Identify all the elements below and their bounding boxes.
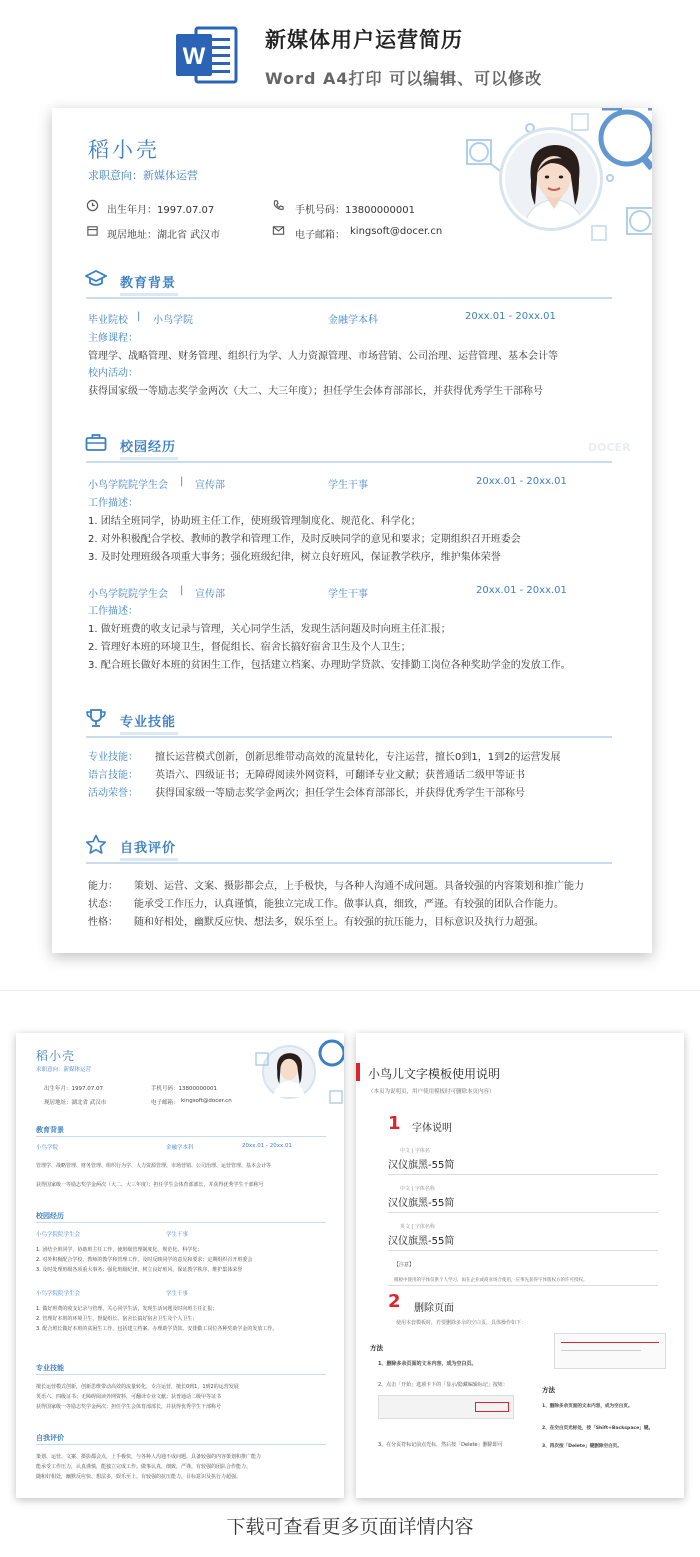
guide-s1-title: 字体说明: [412, 1123, 452, 1134]
thumb-address: 现居地址：湖北省 武汉市: [44, 1100, 107, 1106]
thumb-major: 金融学本科: [166, 1145, 194, 1151]
star-icon: [85, 834, 107, 855]
section-accent: [120, 858, 178, 861]
thumb-divider: [36, 1136, 326, 1137]
list-item: 2. 对外积极配合学校、教师的教学和管理工作，及时反映同学的意见和要求；定期组织召开班委会: [88, 534, 521, 545]
skill-label: 专业技能：: [88, 752, 138, 763]
skill-text: 获得国家级一等励志奖学金两次；担任学生会体育部部长，并获得优秀学生干部称号: [155, 788, 525, 799]
thumb-birth: 出生年月：1997.07.07: [44, 1086, 103, 1092]
method2-step: 3、再次按「Delete」键删除空白页。: [542, 1444, 622, 1449]
method-step: 2、点击「开始」选项卡下的「显示/隐藏编辑标记」按钮：: [378, 1382, 508, 1388]
graduation-cap-icon: [85, 270, 107, 288]
thumb-role: 学生干事: [166, 1232, 189, 1238]
thumb-org: 小鸟学院院学生会: [36, 1232, 81, 1238]
thumb-skill: 擅长运营模式创新，创新思维带动高效的流量转化，专注运营，擅长0到1，1到2的运营发展: [36, 1384, 239, 1390]
font-label: 英文 | 字体名称: [400, 1224, 435, 1230]
section-accent: [120, 732, 178, 735]
briefcase-icon: [85, 433, 107, 452]
self-label: 状态：: [88, 899, 118, 910]
desc-label: 工作描述：: [88, 606, 138, 617]
section-number: 1: [388, 1113, 401, 1134]
guide-title: 小鸟儿文字模板使用说明: [368, 1067, 501, 1081]
method-label: 方法: [370, 1344, 383, 1352]
word-icon: [174, 22, 240, 88]
skill-text: 英语六、四级证书；无障碍阅读外网资料，可翻译专业文献；获普通话二级甲等证书: [155, 770, 525, 781]
phone-icon: [272, 199, 285, 212]
self-label: 性格：: [88, 917, 118, 928]
avatar: [502, 130, 600, 228]
toolbar-screenshot: [378, 1395, 514, 1419]
thumb-self-title: 自我评价: [36, 1434, 64, 1442]
thumb-activities: 获得国家级一等励志奖学金两次（大二、大三年度）；担任学生会体育部部长，并获得优秀学生干部称号: [36, 1182, 264, 1188]
thumb-skill: 英语六、四级证书；无障碍阅读外网资料，可翻译专业文献；获普通话二级甲等证书: [36, 1394, 222, 1400]
method2-step: 1、删除多余页面的文本内容，成为空白页。: [542, 1404, 633, 1409]
highlight-box: [475, 1402, 509, 1412]
campus-org: 小鸟学院院学生会: [88, 589, 168, 600]
phone-number: 手机号码：13800000001: [295, 205, 415, 216]
thumb-skills-title: 专业技能: [36, 1364, 64, 1372]
method2-label: 方法: [542, 1386, 555, 1394]
thumb-edu-title: 教育背景: [36, 1126, 64, 1134]
thumb-item: 3. 配合班长做好本班的贫困生工作，包括建立档案、办理助学贷款、安排勤工岗位各种奖助学金的发放工作。: [36, 1326, 278, 1332]
email-label: 电子邮箱：: [295, 230, 345, 241]
courses-label: 主修课程：: [88, 333, 138, 344]
thumb-intent: 求职意向：新媒体运营: [36, 1067, 92, 1073]
thumb-item: 1. 团结全班同学，协助班主任工作，使班级管理制度化、规范化、科学化；: [36, 1247, 203, 1253]
list-item: 2. 管理好本班的环境卫生，督促组长、宿舍长搞好宿舍卫生及个人卫生；: [88, 642, 411, 653]
method-step: 1、删除多余页面的文本内容，成为空白页。: [378, 1361, 477, 1367]
guide-s2-desc: 使用本套模板时，若要删除多余的空白页，具体操作如下：: [396, 1320, 527, 1326]
thumb-decor-icon: [246, 1039, 344, 1119]
location-icon: [86, 224, 99, 237]
font-sample: 汉仪旗黑-55简: [388, 1198, 455, 1209]
note-label: 【注意】: [394, 1262, 415, 1268]
section-divider: [86, 736, 612, 738]
thumb-item: 2. 对外积极配合学校、教师的教学和管理工作，及时反映同学的意见和要求；定期组织召开班委会: [36, 1257, 253, 1263]
font-label: 中文 | 字体名: [400, 1148, 430, 1154]
thumb-school: 小鸟学院: [36, 1145, 59, 1151]
guide-s2-title: 删除页面: [414, 1303, 454, 1314]
thumb-campus-title: 校园经历: [36, 1212, 64, 1220]
example-page: [554, 1333, 666, 1369]
thumb-item: 1. 做好班费的收支记录与管理，关心同学生活，发现生活问题及时向班主任汇报；: [36, 1306, 218, 1312]
separator: |: [137, 311, 141, 322]
divider: [388, 1250, 658, 1251]
thumb-email-label: 电子邮箱：: [151, 1100, 179, 1106]
thumb-self: 能承受工作压力，认真谨慎，能独立完成工作。做事认真，细致，严谨。有较强的团队合作能力。: [36, 1464, 252, 1470]
separator: |: [180, 476, 184, 487]
education-title: 教育背景: [120, 276, 177, 291]
note-text: 模板中使用的字体仅供个人学习，如在企业或商业场合使用，应事先获得字体版权方的许可授权。: [394, 1278, 588, 1283]
separator: |: [180, 585, 184, 596]
campus-title: 校园经历: [120, 440, 177, 455]
campus-dept: 宣传部: [195, 589, 225, 600]
activities-label: 校内活动：: [88, 368, 138, 379]
clock-icon: [86, 199, 99, 212]
edu-period: 20xx.01 - 20xx.01: [465, 311, 556, 322]
section-divider: [86, 862, 612, 864]
method2-step: 2、在空白页光标处，按「Shift+Backspace」键。: [542, 1426, 654, 1431]
font-sample: 汉仪旗黑-55简: [388, 1160, 455, 1171]
section-divider: [86, 297, 612, 299]
divider: [388, 1212, 658, 1213]
campus-period: 20xx.01 - 20xx.01: [476, 585, 567, 596]
page-break-mark: [561, 1342, 659, 1343]
self-text: 能承受工作压力，认真谨慎，能独立完成工作。做事认真，细致，严谨。有较强的团队合作能力。: [134, 899, 564, 910]
section-accent: [120, 293, 178, 296]
thumb-divider: [36, 1222, 326, 1223]
line-mark: [561, 1350, 641, 1351]
thumb-email: kingsoft@docer.cn: [181, 1098, 232, 1104]
footer-text: 下载可查看更多页面详情内容: [226, 1516, 474, 1538]
word-letter: W: [182, 43, 206, 70]
skill-label: 活动荣誉：: [88, 788, 138, 799]
section-divider: [86, 461, 612, 463]
page-subtitle: Word A4打印 可以编辑、可以修改: [265, 69, 543, 88]
self-text: 策划、运营、文案、摄影都会点，上手极快，与各种人沟通不成问题。具备较强的内容策划和推广能力: [134, 881, 584, 892]
thumb-phone: 手机号码：13800000001: [151, 1086, 217, 1092]
thumb-self: 随和好相处，幽默反应快、想法多，娱乐至上。有较强的抗压能力，目标意识及执行力超强。: [36, 1474, 242, 1480]
school-label: 毕业院校: [88, 315, 128, 326]
list-item: 1. 做好班费的收支记录与管理，关心同学生活，发现生活问题及时向班主任汇报；: [88, 624, 451, 635]
page-title: 新媒体用户运营简历: [265, 28, 463, 52]
guide-subtitle: （本页为说明页，用户使用模板时可删除本页内容）: [368, 1089, 495, 1095]
font-label: 中文 | 字体名称: [400, 1186, 435, 1192]
resume-thumbnail[interactable]: [16, 1033, 344, 1498]
campus-role: 学生干事: [328, 480, 368, 491]
self-label: 能力：: [88, 881, 118, 892]
thumb-divider: [36, 1444, 326, 1445]
self-title: 自我评价: [120, 841, 177, 856]
watermark: DOCER: [588, 441, 631, 454]
school-name: 小鸟学院: [153, 315, 193, 326]
birth-date: 出生年月：1997.07.07: [107, 205, 215, 216]
thumb-courses: 管理学、战略管理、财务管理、组织行为学、人力资源管理、市场营销、公司治理、运营管理、基本会计等: [36, 1163, 272, 1169]
email[interactable]: kingsoft@docer.cn: [350, 226, 443, 237]
thumb-role: 学生干事: [166, 1291, 189, 1297]
activities: 获得国家级一等励志奖学金两次（大二、大三年度）；担任学生会体育部部长，并获得优秀学生干部称号: [88, 386, 543, 397]
method-step: 3、在分页符标记前点光标，然后按「Delete」删除即可: [378, 1442, 503, 1448]
trophy-icon: [85, 708, 107, 728]
mail-icon: [272, 224, 285, 237]
resume-name: 稻小壳: [88, 138, 160, 162]
font-sample: 汉仪旗黑-55简: [388, 1236, 455, 1247]
campus-org: 小鸟学院院学生会: [88, 480, 168, 491]
list-item: 3. 配合班长做好本班的贫困生工作，包括建立档案、办理助学贷款、安排勤工岗位各种奖助学金的发放工作。: [88, 660, 571, 671]
skill-label: 语言技能：: [88, 770, 138, 781]
self-text: 随和好相处，幽默反应快、想法多，娱乐至上。有较强的抗压能力，目标意识及执行力超强。: [134, 917, 544, 928]
thumb-divider: [36, 1374, 326, 1375]
list-item: 1. 团结全班同学，协助班主任工作，使班级管理制度化、规范化、科学化；: [88, 516, 421, 527]
campus-dept: 宣传部: [195, 480, 225, 491]
skills-title: 专业技能: [120, 715, 177, 730]
thumb-self: 策划、运营、文案、摄影都会点，上手极快，与各种人沟通不成问题。具备较强的内容策划和推广能力: [36, 1454, 262, 1460]
resume-page: [52, 108, 652, 953]
thumb-period: 20xx.01 - 20xx.01: [242, 1143, 292, 1149]
divider: [388, 1285, 658, 1286]
thumb-org: 小鸟学院院学生会: [36, 1291, 81, 1297]
thumb-item: 3. 及时处理班级各项重大事务；强化班级纪律，树立良好班风，保证教学秩序，维护集体荣誉: [36, 1267, 243, 1273]
job-intent: 求职意向：新媒体运营: [88, 169, 198, 182]
desc-label: 工作描述：: [88, 498, 138, 509]
section-accent: [120, 457, 178, 460]
campus-period: 20xx.01 - 20xx.01: [476, 476, 567, 487]
thumb-skill: 获得国家级一等励志奖学金两次；担任学生会体育部部长，并获得优秀学生干部称号: [36, 1404, 222, 1410]
address: 现居地址：湖北省 武汉市: [107, 230, 221, 241]
skill-text: 擅长运营模式创新，创新思维带动高效的流量转化，专注运营，擅长0到1，1到2的运营发展: [155, 752, 561, 763]
list-item: 3. 及时处理班级各项重大事务；强化班级纪律，树立良好班风，保证教学秩序，维护集体荣誉: [88, 552, 501, 563]
guide-thumbnail[interactable]: [356, 1033, 684, 1498]
thumb-item: 2. 管理好本班的环境卫生，督促组长、宿舍长搞好宿舍卫生及个人卫生；: [36, 1316, 198, 1322]
section-number: 2: [388, 1291, 401, 1312]
divider: [0, 990, 700, 991]
campus-role: 学生干事: [328, 589, 368, 600]
major: 金融学本科: [328, 315, 378, 326]
guide-accent: [356, 1063, 360, 1081]
courses: 管理学、战略管理、财务管理、组织行为学、人力资源管理、市场营销、公司治理、运营管理、基本会计等: [88, 351, 558, 362]
divider: [388, 1174, 658, 1175]
thumb-name: 稻小壳: [36, 1049, 76, 1063]
